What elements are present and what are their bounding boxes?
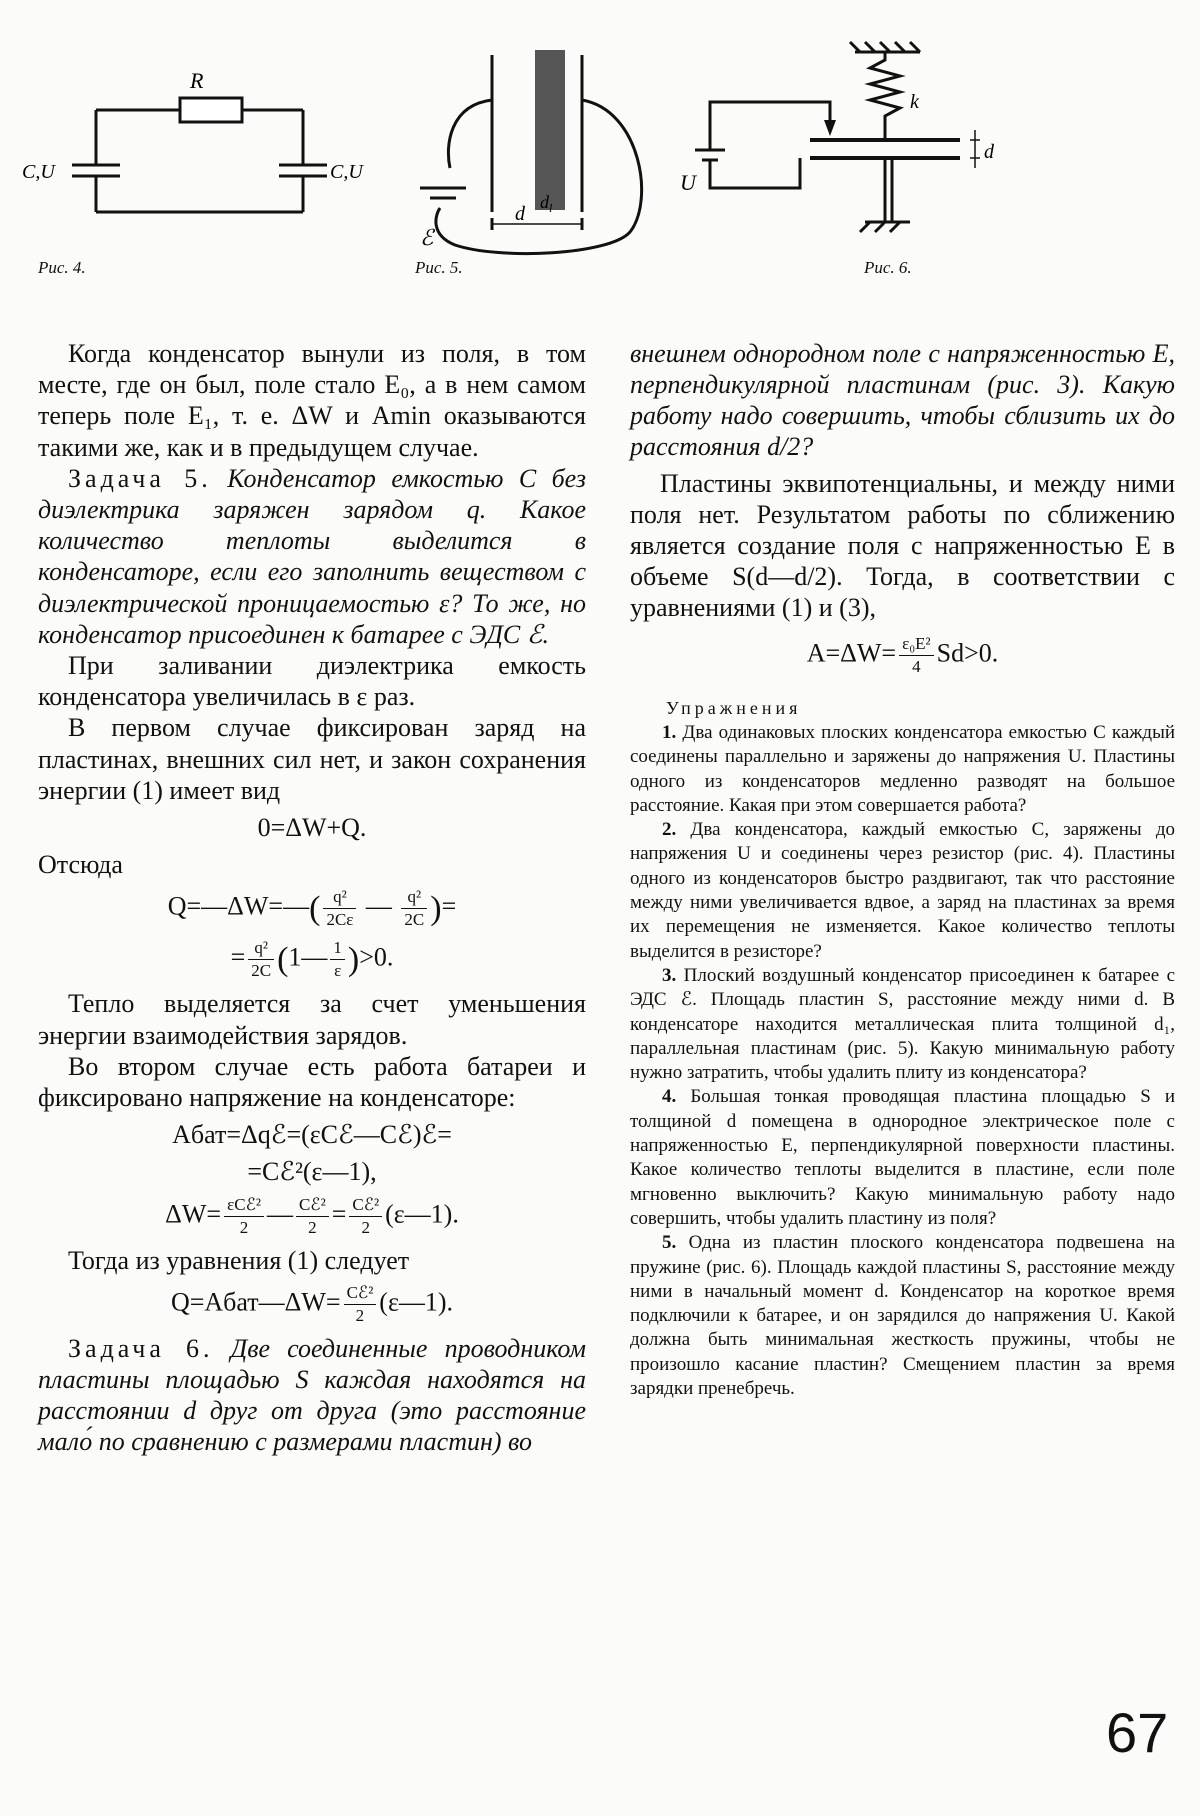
fig4-label-right: C,U: [330, 161, 363, 183]
left-column: [38, 338, 586, 1458]
fig6-label-u: U: [680, 170, 696, 195]
equation-q-1: Q=—ΔW=—( $\frac{\text{q²}}{2C\varepsilon}$ — $\frac{\text{q²}}{2C}$ )=: [167, 887, 457, 930]
figure-6-spring-capacitor: [680, 40, 1180, 260]
fig6-label-d: d: [984, 141, 994, 163]
figure-6-caption: Рис. 6.: [864, 258, 912, 277]
left-paragraph-3: В первом случае фиксирован заряд на пластинах, внешних сил нет, и закон сохранения энергии (1) имеет вид: [38, 713, 586, 805]
equation-battery-work-2: =Cℰ²(ε—1),: [247, 1157, 377, 1187]
exercises-title: Упражнения: [666, 698, 802, 718]
exercise-5: 5. Одна из пластин плоского конденсатора подвешена на пружине (рис. 6). Площадь каждой пластины S, расстояние между ними в начальный момент d. Конденсатор на короткое время подключили к батарее, и он зарядился до напряжения U. Какой должна быть минимальная жесткость пружины, чтобы не произошло касание пластин? Смещением пластин за время зарядки пренебречь.: [630, 1232, 1175, 1400]
right-paragraph-2: Пластины эквипотенциальны, и между ними поля нет. Результатом работы по сближению является создание поля с напряженностью E в объеме S(d—d/2). Тогда, в соответствии с уравнениями (1) и (3),: [630, 469, 1175, 622]
page-number: 67: [1106, 1701, 1169, 1764]
exercise-2: 2. Два конденсатора, каждый емкостью C, заряжены до напряжения U и соединены через резистор (рис. 4). Пластины одного из конденсаторов быстро раздвигают, так что расстояние между ними увеличивается вдвое, а заряд на пластинах за время их перемещения не изменяется. Какое количество теплоты выделится в резисторе?: [630, 819, 1175, 962]
left-paragraph-4: Отсюда: [38, 850, 123, 880]
task-6-label: Задача 6.: [68, 1333, 214, 1363]
right-column: [630, 338, 1175, 1401]
right-paragraph-1: внешнем однородном поле с напряженностью E, перпендикулярной пластинам (рис. 3). Какую работу надо совершить, чтобы сблизить их до расстояния d/2?: [630, 339, 1175, 461]
exercise-3: 3. Плоский воздушный конденсатор присоединен к батарее с ЭДС ℰ. Площадь пластин S, расстояние между ними d. В конденсаторе находится металлическая плита толщиной d₁, параллельная пластинам (рис. 5). Какую минимальную работу нужно затратить, чтобы удалить плиту из конденсатора?: [630, 964, 1175, 1084]
equation-battery-work: Aбат=Δqℰ=(εCℰ—Cℰ)ℰ=: [172, 1120, 452, 1150]
figure-4-circuit: [20, 60, 380, 230]
task-5-text: Конденсатор емкостью C без диэлектрика заряжен зарядом q. Какое количество теплоты выделится в конденсаторе, если его заполнить веществом с диэлектрической проницаемостью ε? То же, но конденсатор присоединен к батарее с ЭДС ℰ.: [38, 463, 586, 649]
equation-work-plates: A=ΔW= $\frac{\text{ε₀E²}}{4}$ Sd>0.: [806, 634, 999, 676]
fig4-label-left: C,U: [22, 161, 55, 183]
equation-delta-w: ΔW= $\frac{\text{εCℰ²}}{2}$ — $\frac{\text{Cℰ²}}{2}$ = $\frac{\text{Cℰ²}}{2}$ (ε—1).: [165, 1194, 459, 1237]
task-5-label: Задача 5.: [68, 463, 212, 493]
fig4-label-r: R: [190, 68, 204, 93]
fig5-label-dl: d: [540, 192, 549, 212]
figure-5-caption: Рис. 5.: [415, 258, 463, 277]
equation-heat-result: Q=Aбат—ΔW= $\frac{\text{Cℰ²}}{2}$ (ε—1).: [170, 1282, 454, 1325]
exercise-4: 4. Большая тонкая проводящая пластина площадью S и толщиной d помещена в однородное электрическое поле с напряженностью E, перпендикулярной поверхности пластины. Какое количество теплоты выделится в пластине, если поле мгновенно выключить? Какую минимальную работу надо совершить, чтобы удалить пластину из поля?: [630, 1086, 1176, 1229]
fig5-label-emf: ℰ: [420, 225, 434, 250]
figure-4-caption: Рис. 4.: [38, 258, 86, 277]
equation-q-2: = $\frac{\text{q²}}{2C}$ (1— $\frac{1}{\varepsilon}$ )>0.: [230, 938, 394, 981]
left-paragraph-2: При заливании диэлектрика емкость конденсатора увеличилась в ε раз.: [38, 651, 586, 712]
task-6-text: Две соединенные проводником пластины площадью S каждая находятся на расстоянии d друг от друга (это расстояние мало́ по сравнению с размерами пластин) во: [38, 1333, 586, 1457]
left-paragraph-7: Тогда из уравнения (1) следует: [68, 1245, 410, 1275]
exercise-1: 1. Два одинаковых плоских конденсатора емкостью C каждый соединены параллельно и заряжены до напряжения U. Пластины одного из конденсаторов медленно разводят на большое расстояние. Какая при этом совершается работа?: [630, 722, 1176, 816]
fig5-label-dl-sub: l: [549, 201, 553, 215]
left-paragraph-5: Тепло выделяется за счет уменьшения энергии взаимодействия зарядов.: [38, 989, 586, 1050]
left-paragraph-6: Во втором случае есть работа батареи и фиксировано напряжение на конденсаторе:: [38, 1051, 586, 1113]
equation-energy-conservation: 0=ΔW+Q.: [257, 813, 367, 843]
fig5-label-d: d: [515, 203, 525, 225]
fig6-label-k: k: [910, 91, 919, 113]
left-paragraph-1: Когда конденсатор вынули из поля, в том месте, где он был, поле стало E₀, а в нем самом теперь поле E₁, т. е. ΔW и Amin оказываются такими же, как и в предыдущем случае.: [38, 339, 586, 462]
